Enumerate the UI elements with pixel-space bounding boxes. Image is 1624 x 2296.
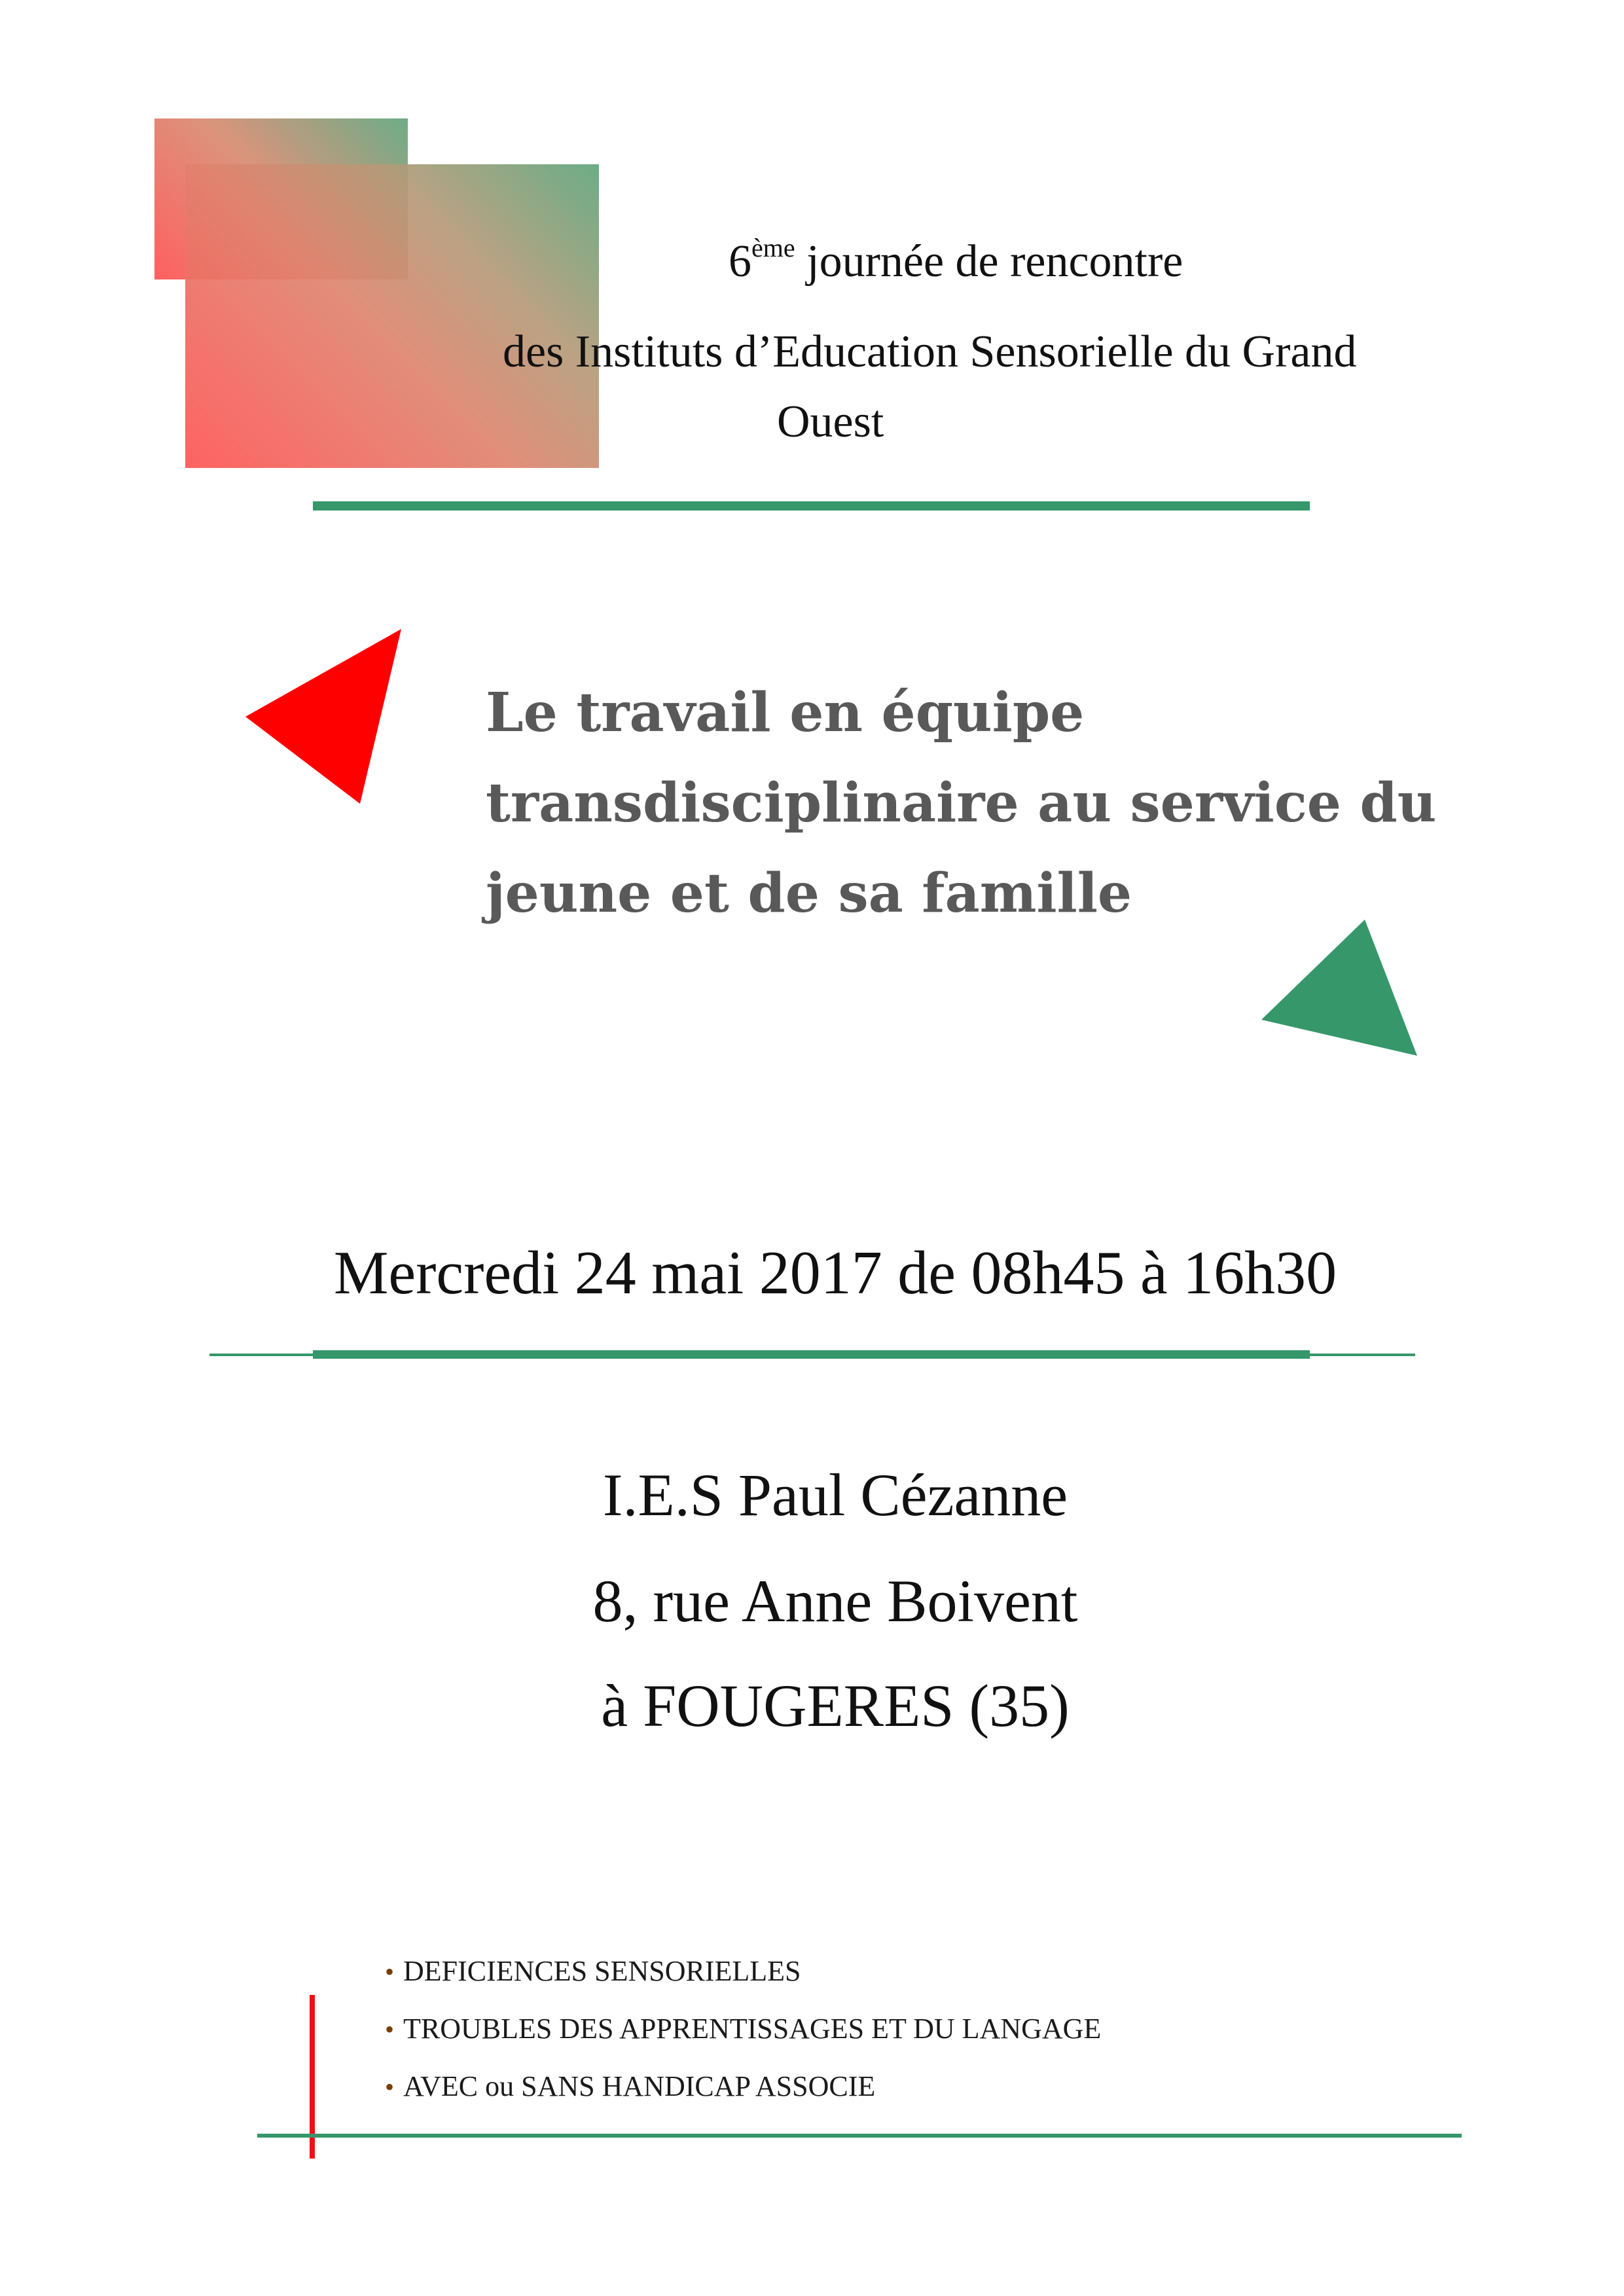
- event-date: Mercredi 24 mai 2017 de 08h45 à 16h30: [333, 1239, 1337, 1307]
- bullet-icon: •: [385, 1957, 395, 1986]
- edition-suffix: ème: [751, 233, 795, 262]
- bullet-icon: •: [385, 2015, 395, 2044]
- list-item: [385, 2058, 1101, 2115]
- bullet-icon: •: [385, 2072, 395, 2102]
- edition-heading-text: journée de rencontre: [795, 236, 1183, 287]
- organizer-line: des Instituts d’Education Sensorielle du Grand: [503, 327, 1357, 377]
- title-line-2: transdisciplinaire au service du: [486, 772, 1437, 834]
- edition-number: 6: [729, 236, 751, 287]
- list-item: [385, 2000, 1101, 2058]
- footer-divider: [257, 2134, 1462, 2138]
- decorative-gradient-square-large: [185, 164, 599, 468]
- list-item: [385, 1943, 1101, 2000]
- organizer-line-continued: Ouest: [777, 397, 884, 447]
- topic-label: TROUBLES DES APPRENTISSAGES ET DU LANGAGE: [403, 2013, 1102, 2045]
- venue-street: 8, rue Anne Boivent: [592, 1568, 1078, 1634]
- event-title: [486, 668, 1468, 939]
- header-divider: [313, 501, 1310, 511]
- topic-label: AVEC ou SANS HANDICAP ASSOCIE: [403, 2070, 876, 2102]
- date-divider-thick: [313, 1350, 1310, 1359]
- title-line-1: Le travail en équipe: [486, 681, 1085, 744]
- venue-name: I.E.S Paul Cézanne: [602, 1462, 1068, 1528]
- edition-heading: [729, 233, 1183, 287]
- topics-list: [385, 1943, 1101, 2115]
- title-line-3: jeune et de sa famille: [486, 862, 1132, 925]
- venue-city: à FOUGERES (35): [601, 1672, 1070, 1739]
- red-triangle-shape: [242, 625, 406, 808]
- topic-label: DEFICIENCES SENSORIELLES: [403, 1955, 801, 1987]
